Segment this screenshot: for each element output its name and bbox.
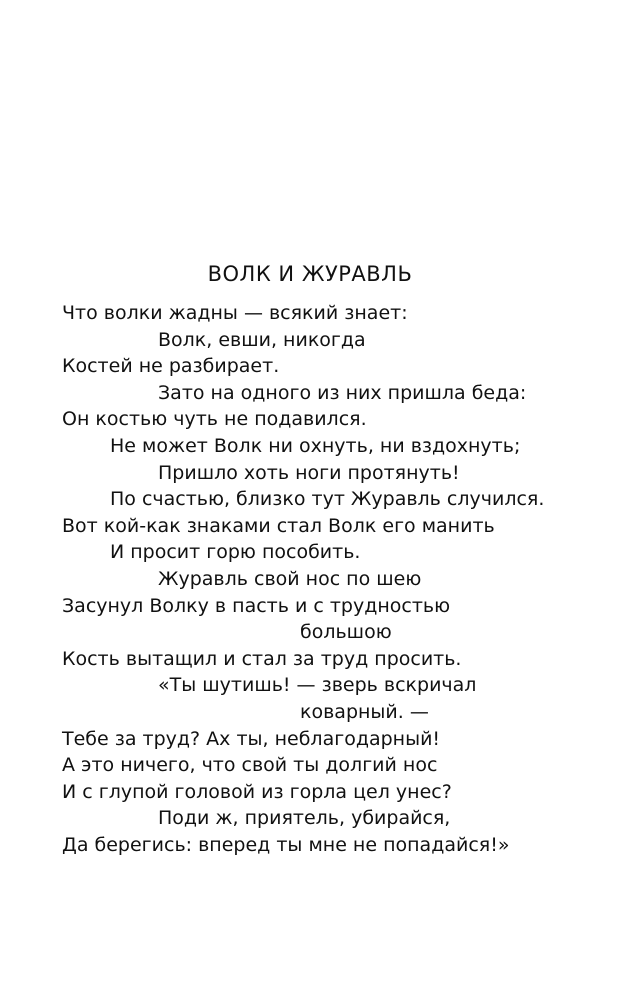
poem-line: большою xyxy=(300,621,392,644)
poem-line: Тебе за труд? Ах ты, неблагодарный! xyxy=(62,727,441,750)
poem-line: Не может Волк ни охнуть, ни вздохнуть; xyxy=(110,434,521,457)
poem-line: Он костью чуть не подавился. xyxy=(62,408,367,431)
poem-body xyxy=(62,300,602,858)
poem-line: Да берегись: вперед ты мне не попадайся!» xyxy=(62,833,510,856)
poem-line: Пришло хоть ноги протянуть! xyxy=(158,461,460,484)
poem-line: Вот кой-как знаками стал Волк его манить xyxy=(62,514,495,537)
poem-title: ВОЛК И ЖУРАВЛЬ xyxy=(207,262,413,286)
poem-line: «Ты шутишь! — зверь вскричал xyxy=(158,674,477,697)
poem-line: Зато на одного из них пришла беда: xyxy=(158,381,527,404)
poem-line: Что волки жадны — всякий знает: xyxy=(62,302,408,324)
poem-line: Журавль свой нос по шею xyxy=(158,567,422,590)
poem-line: Волк, евши, никогда xyxy=(158,328,366,351)
poem-line: А это ничего, что свой ты долгий нос xyxy=(62,754,438,777)
poem-line: Засунул Волку в пасть и с трудностью xyxy=(62,594,451,617)
poem-line: Костей не разбирает. xyxy=(62,355,280,378)
poem-line: И просит горю пособить. xyxy=(110,541,361,564)
poem-line: Кость вытащил и стал за труд просить. xyxy=(62,647,462,670)
poem-line: И с глупой головой из горла цел унес? xyxy=(62,780,452,803)
poem-line: По счастью, близко тут Журавль случился. xyxy=(110,488,545,511)
poem-line: Поди ж, приятель, убирайся, xyxy=(158,807,451,830)
poem-line: коварный. — xyxy=(300,700,429,723)
